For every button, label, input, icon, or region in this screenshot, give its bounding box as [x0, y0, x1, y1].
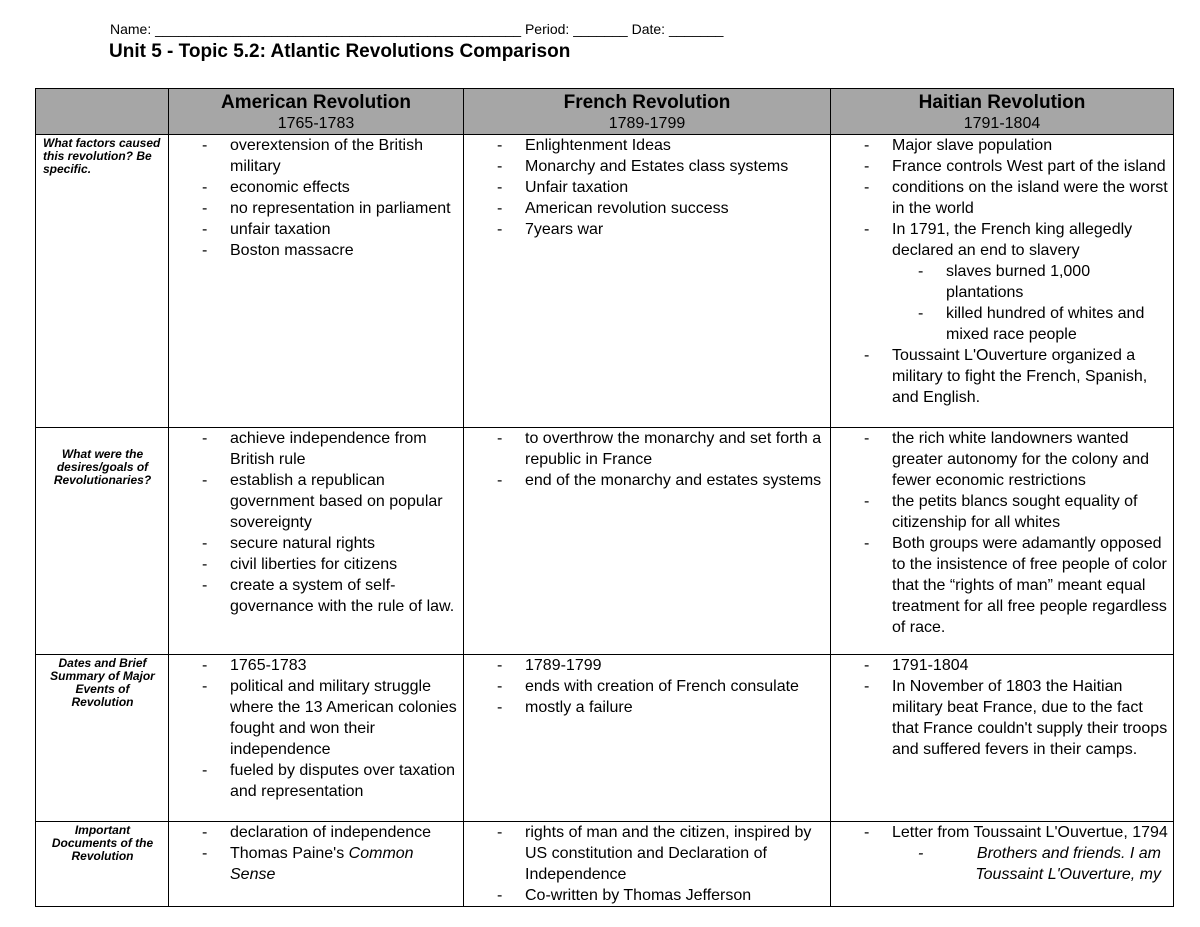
list-item: - ends with creation of French consulate [464, 676, 830, 697]
list-item: - to overthrow the monarchy and set forth a republic in France [464, 428, 830, 470]
list-item: - 7years war [464, 219, 830, 240]
list-item: - achieve independence from British rule [169, 428, 463, 470]
col-years-haitian: 1791-1804 [963, 115, 1041, 132]
page-title: Unit 5 - Topic 5.2: Atlantic Revolutions Comparison [109, 41, 571, 62]
list-item: - create a system of self-governance with the rule of law. [169, 575, 463, 617]
col-title-haitian: Haitian Revolution [918, 92, 1086, 113]
cell-haitian-documents [831, 822, 1174, 907]
list-item: - Major slave population [831, 135, 1173, 156]
col-header-french [464, 89, 831, 135]
list-item: - political and military struggle where the 13 American colonies fought and won their independence [169, 676, 463, 760]
corner-cell [36, 89, 169, 135]
list-item: - Boston massacre [169, 240, 463, 261]
name-period-date-line: Name: _______________________________________________ Period: _______ Date: _______ [110, 21, 724, 37]
list-item: - end of the monarchy and estates systems [464, 470, 830, 491]
col-title-american: American Revolution [220, 92, 412, 113]
document-title: Common Sense [230, 845, 414, 883]
list-item-text: In 1791, the French king allegedly declared an end to slavery [892, 221, 1133, 259]
list-item: - declaration of independence [169, 822, 463, 843]
list-item: - the petits blancs sought equality of citizenship for all whites [831, 491, 1173, 533]
list-item: - economic effects [169, 177, 463, 198]
row-causes [36, 135, 1174, 428]
question-documents: Important Documents of the Revolution [36, 822, 169, 907]
comparison-table [35, 88, 1174, 907]
list-item: - no representation in parliament [169, 198, 463, 219]
cell-haitian-dates [831, 655, 1174, 822]
sub-list-item: - Brothers and friends. I am Toussaint L'Ouverture, my [892, 843, 1169, 885]
sub-list-item: - killed hundred of whites and mixed race people [892, 303, 1169, 345]
question-dates-summary: Dates and Brief Summary of Major Events of Revolution [36, 655, 169, 822]
list-item: - Unfair taxation [464, 177, 830, 198]
list-item: - civil liberties for citizens [169, 554, 463, 575]
cell-french-goals [464, 428, 831, 655]
col-header-haitian [831, 89, 1174, 135]
list-item: - unfair taxation [169, 219, 463, 240]
list-item: - Toussaint L'Ouverture organized a military to fight the French, Spanish, and English. [831, 345, 1173, 408]
list-item-text: Letter from Toussaint L'Ouvertue, 1794 [892, 824, 1168, 841]
col-years-american: 1765-1783 [277, 115, 355, 132]
list-item: - 1789-1799 [464, 655, 830, 676]
cell-american-goals [169, 428, 464, 655]
document-prefix: Thomas Paine's [230, 845, 349, 862]
header-row [36, 89, 1174, 135]
list-item: - France controls West part of the island [831, 156, 1173, 177]
list-item: - conditions on the island were the worst in the world [831, 177, 1173, 219]
list-item: - 1765-1783 [169, 655, 463, 676]
question-causes: What factors caused this revolution? Be specific. [36, 135, 169, 428]
col-title-french: French Revolution [563, 92, 731, 113]
list-item: - mostly a failure [464, 697, 830, 718]
list-item: - fueled by disputes over taxation and representation [169, 760, 463, 802]
list-item: - the rich white landowners wanted greater autonomy for the colony and fewer economic restrictions [831, 428, 1173, 491]
list-item: - Both groups were adamantly opposed to the insistence of free people of color that the “rights of man” meant equal treatment for all free people regardless of race. [831, 533, 1173, 638]
list-item [831, 219, 1173, 345]
col-header-american [169, 89, 464, 135]
list-item [831, 822, 1173, 885]
list-item: - secure natural rights [169, 533, 463, 554]
list-item: - establish a republican government based on popular sovereignty [169, 470, 463, 533]
list-item: - Co-written by Thomas Jefferson [464, 885, 830, 904]
cell-french-documents [464, 822, 831, 907]
row-documents [36, 822, 1174, 907]
sub-list-item: - slaves burned 1,000 plantations [892, 261, 1169, 303]
list-item: - American revolution success [464, 198, 830, 219]
row-dates-summary [36, 655, 1174, 822]
row-goals [36, 428, 1174, 655]
cell-haitian-causes [831, 135, 1174, 428]
cell-french-causes [464, 135, 831, 428]
cell-american-dates [169, 655, 464, 822]
cell-american-causes [169, 135, 464, 428]
list-item: - Enlightenment Ideas [464, 135, 830, 156]
list-item: - rights of man and the citizen, inspired by US constitution and Declaration of Independence [464, 822, 830, 885]
list-item: - Monarchy and Estates class systems [464, 156, 830, 177]
cell-french-dates [464, 655, 831, 822]
col-years-french: 1789-1799 [608, 115, 686, 132]
list-item [169, 843, 463, 885]
list-item: - overextension of the British military [169, 135, 463, 177]
list-item: - In November of 1803 the Haitian military beat France, due to the fact that France couldn't supply their troops and suffered fevers in their camps. [831, 676, 1173, 760]
cell-haitian-goals [831, 428, 1174, 655]
list-item: - 1791-1804 [831, 655, 1173, 676]
question-goals: What were the desires/goals of Revolutionaries? [36, 428, 169, 655]
cell-american-documents [169, 822, 464, 907]
